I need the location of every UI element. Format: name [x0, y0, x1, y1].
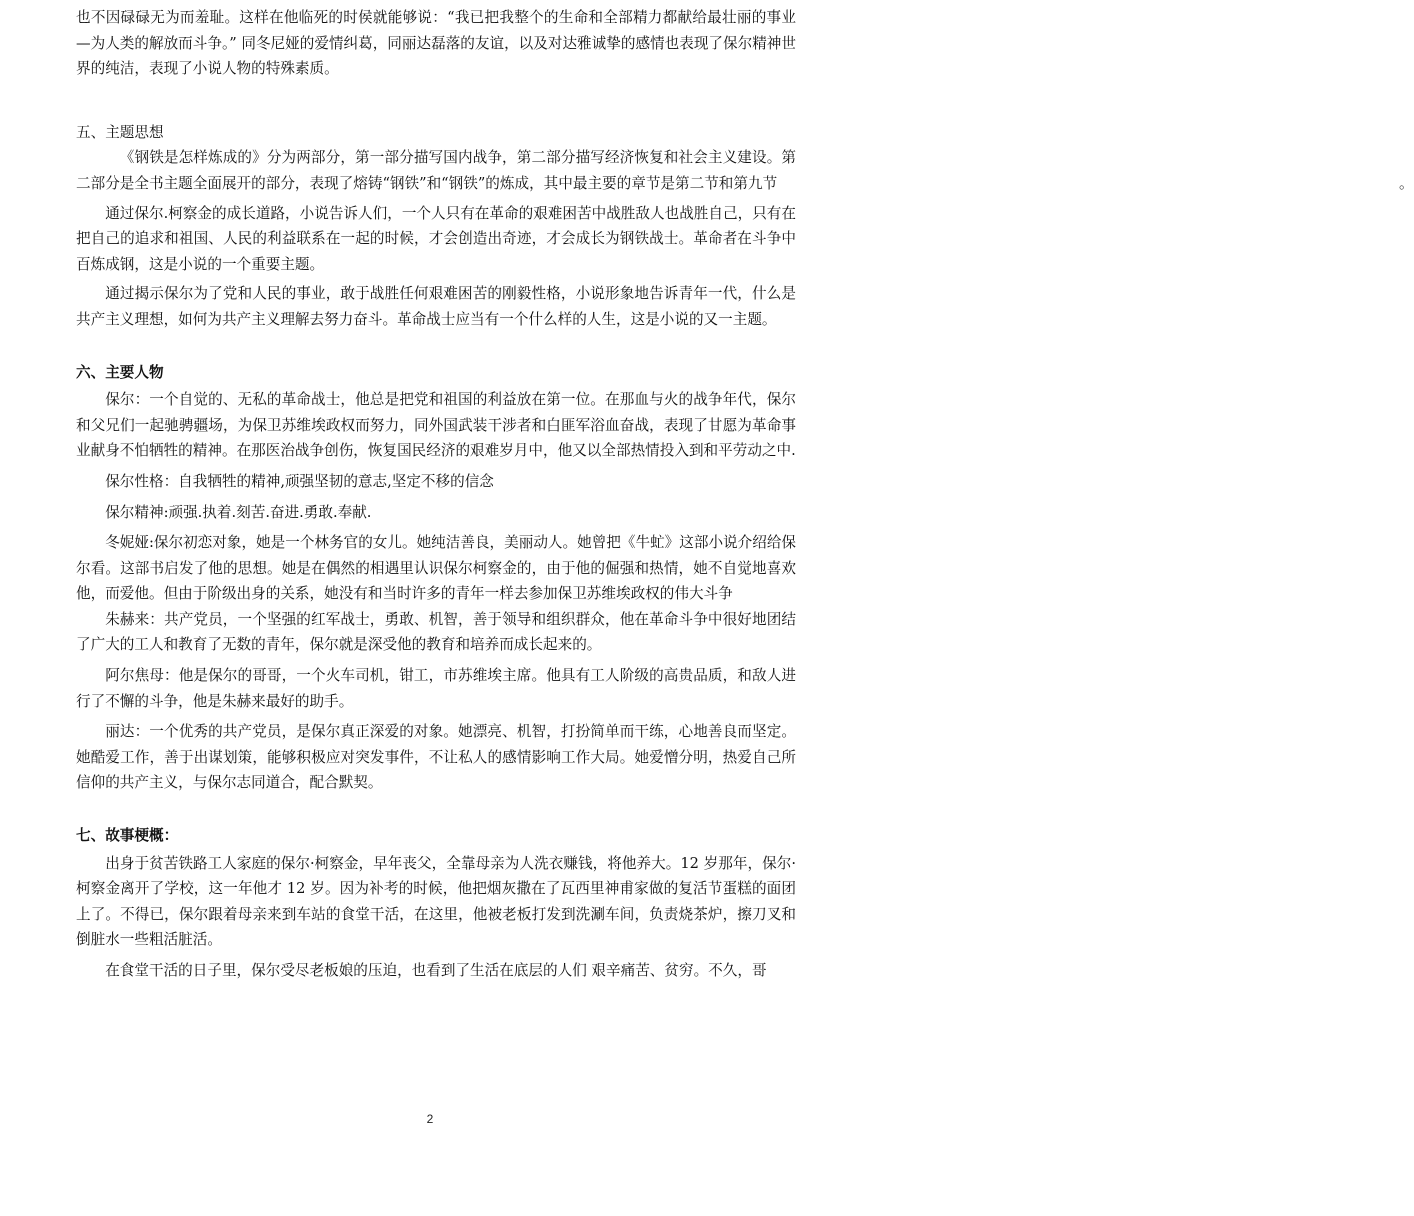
theme-paragraph-1: [76, 145, 1414, 196]
theme-paragraph-3: 通过揭示保尔为了党和人民的事业，敢于战胜任何艰难困苦的刚毅性格，小说形象地告诉青年一代，什么是共产主义理想，如何为共产主义理解去努力奋斗。革命战士应当有一个什么样的人生，这是小说的又一主题。: [76, 285, 796, 328]
character-paul-traits: 保尔性格：自我牺牲的精神,顽强坚韧的意志,坚定不移的信念: [105, 472, 494, 490]
synopsis-paragraph-2: 在食堂干活的日子里，保尔受尽老板娘的压迫，也看到了生活在底层的人们 艰辛痛苦、贫穷。不久，哥: [105, 962, 767, 979]
character-paul: 保尔：一个自觉的、无私的革命战士，他总是把党和祖国的利益放在第一位。在那血与火的战争年代，保尔和父兄们一起驰骋疆场，为保卫苏维埃政权而努力，同外国武装干涉者和白匪军浴血奋战，表现了甘愿为革命事业献身不怕牺牲的精神。在那医治战争创伤，恢复国民经济的艰难岁月中，他又以全部热情投入到和平劳动之中.: [76, 391, 796, 460]
section-7-heading: 七、故事梗概：: [76, 827, 179, 845]
continuation-paragraph: 也不因碌碌无为而羞耻。这样在他临死的时侯就能够说：“我已把我整个的生命和全部精力都献给最壮丽的事业—为人类的解放而斗争。” 同冬尼娅的爱情纠葛，同丽达磊落的友谊，以及对达雅诚挚的感情也表现了保尔精神世界的纯洁，表现了小说人物的特殊素质。: [76, 9, 796, 78]
theme-paragraph-2: 通过保尔.柯察金的成长道路，小说告诉人们，一个人只有在革命的艰难困苦中战胜敌人也战胜自己，只有在把自己的追求和祖国、人民的利益联系在一起的时候，才会创造出奇迹，才会成长为钢铁战士。革命者在斗争中百炼成钢，这是小说的一个重要主题。: [76, 204, 796, 273]
character-zhukhrai: 朱赫来：共产党员，一个坚强的红军战士，勇敢、机智，善于领导和组织群众，他在革命斗争中很好地团结了广大的工人和教育了无数的青年，保尔就是深受他的教育和培养而成长起来的。: [76, 610, 796, 654]
page-number: 2: [426, 1112, 434, 1126]
document-body: [76, 5, 1414, 984]
theme-paragraph-1-period: 。: [1398, 174, 1414, 192]
section-5-heading: 五、主题思想: [76, 123, 164, 141]
section-6-heading: 六、主要人物: [76, 363, 164, 381]
synopsis-paragraph-1: 出身于贫苦铁路工人家庭的保尔·柯察金，早年丧父，全靠母亲为人洗衣赚钱，将他养大。12 岁那年，保尔·柯察金离开了学校，这一年他才 12 岁。因为补考的时候，他把烟灰撒在了瓦西里神甫家做的复活节蛋糕的面团上了。不得已，保尔跟着母亲来到车站的食堂干活，在这里，他被老板打发到洗涮车间，负责烧茶炉，擦刀叉和倒脏水一些粗活脏活。: [76, 854, 796, 949]
character-tonya: 冬妮娅:保尔初恋对象，她是一个林务官的女儿。她纯洁善良，美丽动人。她曾把《牛虻》这部小说介绍给保尔看。这部书启发了他的思想。她是在偶然的相遇里认识保尔柯察金的，由于他的倔强和热情，她不自觉地喜欢他，而爱他。但由于阶级出身的关系，她没有和当时许多的青年一样去参加保卫苏维埃政权的伟大斗争: [76, 534, 797, 603]
theme-paragraph-1-text: 《钢铁是怎样炼成的》分为两部分，第一部分描写国内战争，第二部分描写经济恢复和社会主义建设。第二部分是全书主题全面展开的部分，表现了熔铸“钢铁”和“钢铁”的炼成，其中最主要的章节是第二节和第九节: [76, 149, 796, 192]
character-artyom: 阿尔焦母：他是保尔的哥哥，一个火车司机，钳工，市苏维埃主席。他具有工人阶级的高贵品质，和敌人进行了不懈的斗争，他是朱赫来最好的助手。: [76, 667, 796, 710]
character-paul-spirit: 保尔精神:顽强.执着.刻苦.奋进.勇敢.奉献.: [105, 503, 372, 521]
character-rita: 丽达：一个优秀的共产党员，是保尔真正深爱的对象。她漂亮、机智，打扮简单而干练，心地善良而坚定。她酷爱工作，善于出谋划策，能够积极应对突发事件，不让私人的感情影响工作大局。她爱憎分明，热爱自己所信仰的共产主义，与保尔志同道合，配合默契。: [76, 723, 796, 792]
